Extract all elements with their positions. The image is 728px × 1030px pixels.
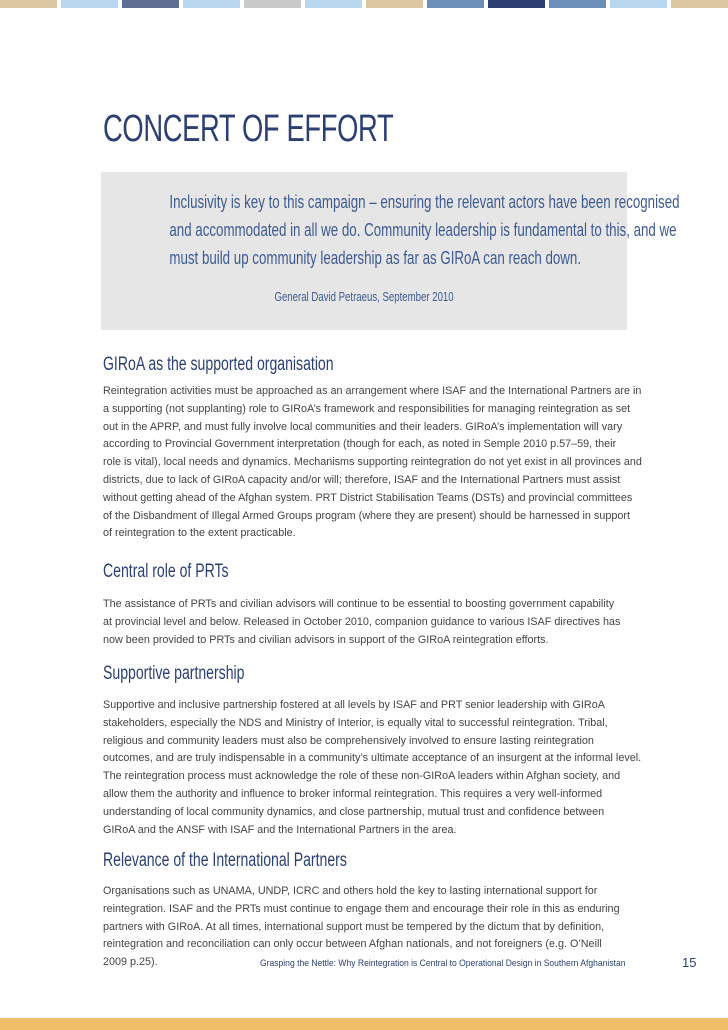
section-paragraph: [103, 697, 642, 839]
quote-line: and accommodated in all we do. Community leadership is fundamental to this, and we: [169, 220, 677, 240]
paragraph-line: outcomes, and are truly indispensable in a community’s ultimate acceptance of an insurgent at the informal level.: [103, 752, 642, 765]
paragraph-line: reintegration and reconciliation can only occur between Afghan nationals, and not foreigners (e.g. O’Neill: [103, 938, 602, 951]
paragraph-line: without getting ahead of the Afghan system. PRT District Stabilisation Teams (DSTs) and provincial committees: [103, 491, 633, 504]
paragraph-line: role is vital), local needs and dynamics. Mechanisms supporting reintegration do not yet exist in all provinces and: [103, 456, 642, 469]
pull-quote-box: [101, 172, 680, 330]
top-bar-segment: [366, 0, 423, 8]
paragraph-line: GIRoA and the ANSF with ISAF and the International Partners in the area.: [103, 823, 457, 836]
paragraph-line: understanding of local community dynamics, and close partnership, mutual trust and confidence between: [103, 805, 605, 818]
paragraph-line: of reintegration to the extent practicable.: [103, 527, 296, 540]
paragraph-line: at provincial level and below. Released in October 2010, companion guidance to various ISAF directives has: [103, 615, 621, 628]
top-bar-segment: [549, 0, 606, 8]
top-bar-segment: [0, 0, 57, 8]
paragraph-line: Supportive and inclusive partnership fostered at all levels by ISAF and PRT senior leadership with GIRoA: [103, 699, 605, 711]
top-bar-segment: [61, 0, 118, 8]
top-bar-segment: [427, 0, 484, 8]
quote-line: Inclusivity is key to this campaign – ensuring the relevant actors have been recognised: [169, 192, 680, 212]
top-bar-segment: [671, 0, 728, 8]
page-number: 15: [682, 955, 697, 970]
paragraph-line: partners with GIRoA. At all times, international support must be tempered by the dictum that by definition,: [103, 920, 605, 933]
paragraph-line: religious and community leaders must also be comprehensively involved to ensure lasting reintegration: [103, 734, 594, 747]
bottom-color-bar: [0, 1018, 728, 1030]
paragraph-line: out in the APRP, and must fully involve local communities and their leaders. GIRoA’s implementation will vary: [103, 420, 623, 433]
paragraph-line: The assistance of PRTs and civilian advisors will continue to be essential to boosting government capability: [103, 598, 615, 610]
bottom-bar-fill: [0, 1018, 728, 1030]
paragraph-line: Organisations such as UNAMA, UNDP, ICRC and others hold the key to lasting international support for: [103, 885, 598, 897]
quote-attribution: [101, 289, 627, 304]
page-title: CONCERT OF EFFORT: [103, 108, 394, 150]
paragraph-line: stakeholders, especially the NDS and Ministry of Interior, is equally vital to successful reintegration. Tribal,: [103, 716, 608, 729]
paragraph-line: Reintegration activities must be approached as an arrangement where ISAF and the International Partners are in: [103, 385, 642, 397]
top-bar-segment: [305, 0, 362, 8]
running-footer: Grasping the Nettle: Why Reintegration is Central to Operational Design in Southern Afghanistan: [260, 958, 626, 969]
paragraph-line: The reintegration process must acknowledge the role of these non-GIRoA leaders within Afghan society, and: [103, 770, 621, 783]
paragraph-line: of the Disbandment of Illegal Armed Groups program (where they are present) should be harnessed in support: [103, 509, 630, 522]
paragraph-line: according to Provincial Government interpretation (though for each, as noted in Semple 2010 p.57–59, their: [103, 438, 617, 451]
paragraph-line: a supporting (not supplanting) role to GIRoA’s framework and responsibilities for managing reintegration as set: [103, 402, 631, 415]
section-heading: GIRoA as the supported organisation: [103, 354, 334, 375]
top-bar-segment: [183, 0, 240, 8]
section-heading: Supportive partnership: [103, 663, 245, 684]
top-bar-segment: [488, 0, 545, 8]
section-heading: Relevance of the International Partners: [103, 850, 347, 871]
paragraph-line: now been provided to PRTs and civilian advisors in support of the GIRoA reintegration efforts.: [103, 633, 549, 646]
section-heading: Central role of PRTs: [103, 561, 229, 582]
top-color-bar: [0, 0, 728, 8]
paragraph-line: districts, due to lack of GIRoA capacity and/or will; therefore, ISAF and the International Partners must assist: [103, 473, 621, 486]
paragraph-line: allow them the authority and influence to broker informal reintegration. This requires a very well-informed: [103, 787, 603, 800]
paragraph-line: reintegration. ISAF and the PRTs must continue to engage them and encourage their role in this as enduring: [103, 902, 620, 915]
top-bar-segment: [122, 0, 179, 8]
section-paragraph: [103, 383, 642, 543]
quote-line: must build up community leadership as far as GIRoA can reach down.: [169, 248, 582, 268]
top-bar-segment: [610, 0, 667, 8]
section-paragraph: [103, 596, 633, 649]
pull-quote: [101, 188, 680, 272]
quote-attribution-text: General David Petraeus, September 2010: [274, 289, 454, 304]
paragraph-line: 2009 p.25).: [103, 956, 158, 969]
top-bar-segment: [244, 0, 301, 8]
